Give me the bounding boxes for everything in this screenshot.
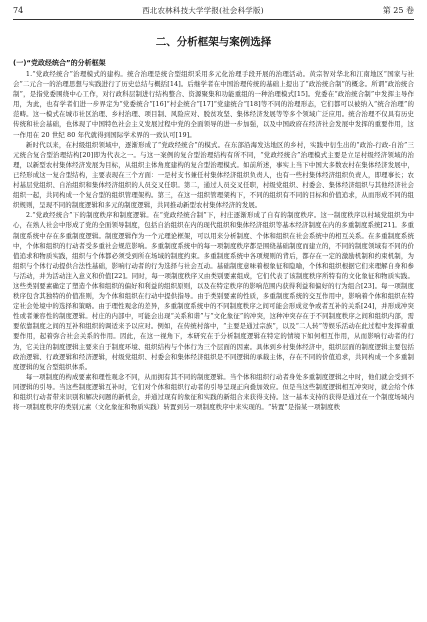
paragraph: 1.“党政经统合”治理模式的建构。统合治理是统合型组织采用多元化治理手段开展的治理活动。黄宗智对华北和江南地区“国家与社会”二元合一的治理思想与实践进行了历史总结与概括[14]。后继学者在中国治理传统的基础上提出了“政治统合制”的概念。所谓“政治统合制”，是指党委围绕中心工作，对行政科层制进行结构整合、资源聚集和功能重组的一种治理模式[15]。党委在“政治统合制”中发挥主导作用，为此，也有学者们进一步界定为“党委统合”[16]“村企统合”[17]“党建统合”[18]等不同的治理形态，它们都可以被纳入“统合治理”的范畴。这一模式在城市社区治理、乡村治理、项目制、风险应对、脱贫攻坚、集体经济发展等等多个领域广泛应用。统合治理不仅具有历史传统和社会基础，也体现了中国特色社会主义发展过程中党的全面领导的进一步加强，以及中国政府在经济社会发展中发挥的重要作用，这一作用在 20 世纪 80 年代就得到国际学术界的一致认可[19]。 [13,70,414,139]
volume-label: 第 25 卷 [382,6,414,15]
section-title: 二、分析框架与案例选择 [155,36,272,48]
page-number: 74 [13,6,24,15]
running-header [13,6,414,20]
paragraph: 每一项制度的构成要素和理性观念不同，从而拥有其不同的制度逻辑。当个体和组织行动者身处多重制度逻辑之中时，他们就会受到不同逻辑的引导。当这些制度逻辑互补时，它们对个体和组织行动者的引导呈现正向叠加效应。但是当这些制度逻辑相互冲突时，就会给个体和组织行动者带来识别和解决问题的新机会，并通过现有的象征和实践的新组合来获得支持。这一基本支持的获得是通过在一个制度场域内将一项制度秩序的类别元素（文化象征和物质实践）转置到另一项制度秩序中来实现的。“转置”是指某一项制度秩 [13,372,414,412]
paragraph: 2.“党政经统合”下的制度秩序和制度逻辑。在“党政经统合制”下，村庄逐渐形成了自有的制度秩序。这一制度秩序以村域党组织为中心，在熟人社会中形成了党的全面领导制度，包括自治组织在内的现代组织和集体经济组织等基本经济制度在内的多重制度系统[21]。多重制度系统中存在多重制度逻辑。制度逻辑作为一个元理论框架，可以用来分析制度、个体和组织在社会系统中的相互关系。在多重制度系统中，个体和组织的行动者受多重社会规范影响。多重制度系统中的每一项制度秩序都是围绕基础制度而建立的，不同的制度领域有不同的价值追求和物质实践，组织与个体都必须受到所在场域的制度约束。多重制度系统中各项规则的背后，都存在一定的激励机制和约束机制，为组织与个体行动提供合法性基础，影响行动者的行为选择与社会互动。基础制度意味着根象征和隐喻，个体和组织根据它们来理解自身和参与活动，并为活动注入意义和价值[22]。同时，每一项制度秩序又由类别要素组成，它们代表了该制度秩序所特有的文化象征和物质实践。这些类别要素确定了塑造个体和组织的偏好和利益的组织原则，以及在特定秩序的影响范围内获得利益和偏好的行为组合[23]。每一项制度秩序包含其独特的价值准则，为个体和组织在行动中提供指导。由于类别要素的性质，多重制度系统的交互作用中，影响着个体和组织在特定社会处境中的选择和策略。由于理性观念的差异，多重制度系统中的不同制度秩序之间可能会形成竞争或者互补的关系[24]，并形成冲突性或者兼容性的制度逻辑。村庄的内部中，可能会出现“关系和谐”与“文化象征”的冲突，这种冲突存在于不同制度秩序之间和组织内部，需要依靠制度之间的互补和组织的调适来予以应对。例如，在传统村落中，“主要是通过宗族”，以及“二人转”等娱乐活动在此过程中发挥着重要作用，起着弥合社会关系的作用。因此，在这一视角下，本研究在于分析制度逻辑在特定的情境下如何相互作用，从而影响行动者的行为，它关注的制度逻辑主要来自于制度环境、组织结构与个体行为三个层面的因素。具体到乡村集体经济中，组织层面的制度逻辑主要包括政治逻辑、行政逻辑和经济逻辑，村级党组织、村委会和集体经济组织是不同逻辑的承载主体，存在不同的价值追求，共同构成一个多重制度逻辑的复合型组织体系。 [13,211,414,371]
journal-name: 西北农林科技大学学报(社会科学版) [142,6,264,15]
subsection-title: (一)“党政经统合”的分析框架 [13,59,106,67]
paragraph: 新时代以来，在村级组织领域中，逐渐形成了“党政经统合”的模式。在东部沿海发达地区的乡村，实践中衍生出的“政治-行政-自治”三元统合复合型治理结构[20]即为代表之一。与这一案例的复合型治理结构有所不同，“党政经统合”治理模式主要是立足村级经济领域的治理，以新型农村集体经济发展为目标，从组织主体角度建构的复合型治理模式。如前所述，事实上当下中国大多数农村在集体经济发展中，已经形成这一复合型结构，主要表现在三个方面：一是村支书兼任村集体经济组织负责人，也有一些村集体经济组织负责人，即理事长；农村基层党组织、自治组织和集体经济组织的人员交叉任职。第二，通过人员交叉任职，村级党组织、村委会、集体经济组织与其他经济社会组织一起，共同构成一个复合型的组织管理架构。第三，在这一组织管理架构下，不同的组织有不同的目标和价值追求，从而形成不同的组织规则，呈现不同的制度逻辑和多元的制度逻辑，共同推动新型农村集体经济的发展。 [13,140,414,210]
